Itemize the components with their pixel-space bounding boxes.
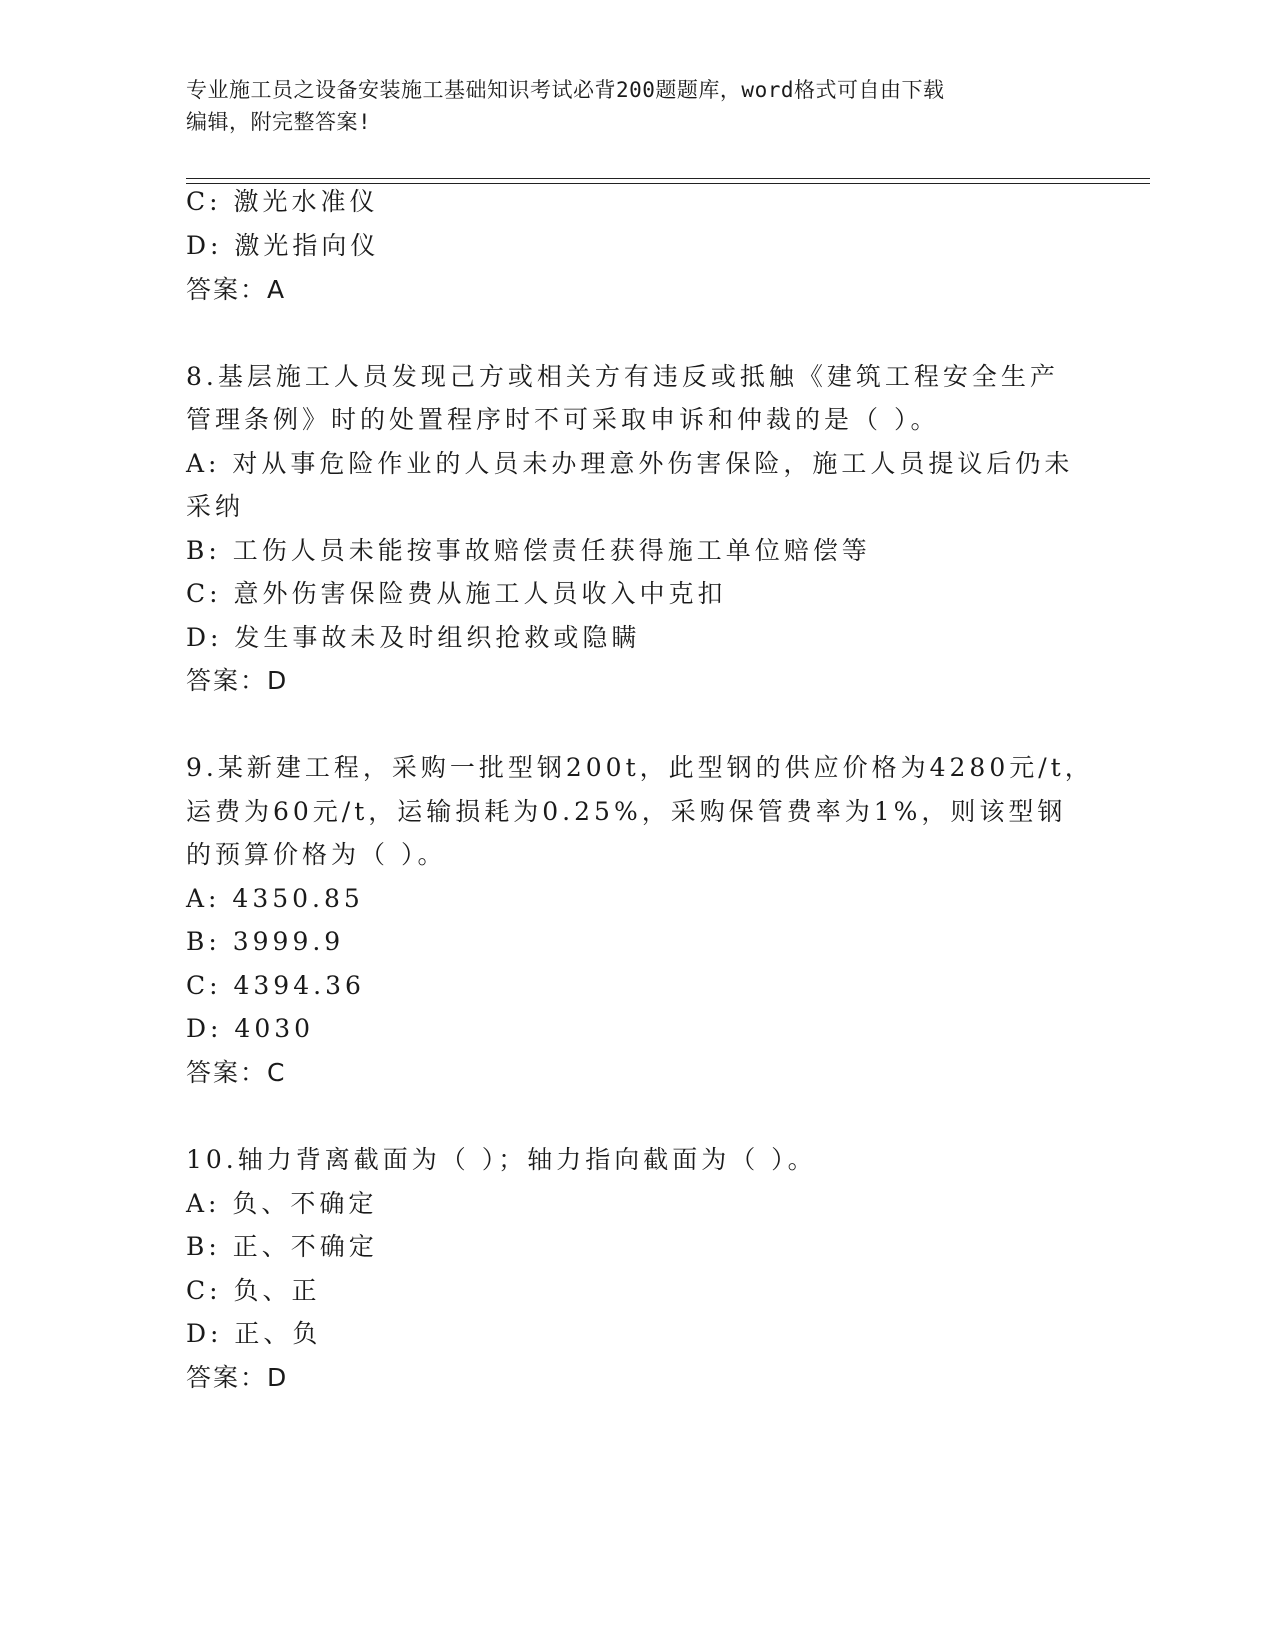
q8-stem-line-2: 管理条例》时的处置程序时不可采取申诉和仲裁的是（ ）。 <box>186 405 940 434</box>
q10-answer: 答案：D <box>186 1363 289 1392</box>
q10-option-b: B: 正、不确定 <box>186 1232 378 1261</box>
q8-answer: 答案：D <box>186 666 289 695</box>
q9-stem-line-2: 运费为60元/t，运输损耗为0.25%，采购保管费率为1%，则该型钢 <box>186 797 1067 826</box>
header-title-line-1: 专业施工员之设备安装施工基础知识考试必背200题题库，word格式可自由下载 <box>186 78 945 102</box>
q10-option-c: C: 负、正 <box>186 1276 321 1305</box>
q9-stem-line-1: 9.某新建工程，采购一批型钢200t，此型钢的供应价格为4280元/t， <box>186 753 1094 782</box>
q8-option-a-line-1: A: 对从事危险作业的人员未办理意外伤害保险，施工人员提议后仍未 <box>186 449 1074 478</box>
q9-option-a: A: 4350.85 <box>186 884 364 913</box>
q8-stem-line-1: 8.基层施工人员发现己方或相关方有违反或抵触《建筑工程安全生产 <box>186 362 1059 391</box>
q10-stem: 10.轴力背离截面为（ ）；轴力指向截面为（ ）。 <box>186 1145 817 1174</box>
q8-option-d: D: 发生事故未及时组织抢救或隐瞒 <box>186 623 641 652</box>
q9-answer: 答案：C <box>186 1058 287 1087</box>
q10-option-d: D: 正、负 <box>186 1319 322 1348</box>
q7-answer: 答案：A <box>186 275 287 304</box>
q8-option-a-line-2: 采纳 <box>186 492 245 521</box>
q9-stem-line-3: 的预算价格为（ ）。 <box>186 840 447 869</box>
q7-option-d: D: 激光指向仪 <box>186 231 380 260</box>
q8-option-c: C: 意外伤害保险费从施工人员收入中克扣 <box>186 579 727 608</box>
q8-option-b: B: 工伤人员未能按事故赔偿责任获得施工单位赔偿等 <box>186 536 871 565</box>
document-header <box>186 74 1066 138</box>
q7-option-c: C: 激光水准仪 <box>186 187 379 216</box>
header-title-line-2: 编辑，附完整答案! <box>186 110 372 134</box>
header-divider-top <box>186 178 1150 179</box>
q9-option-b: B: 3999.9 <box>186 927 345 956</box>
q10-option-a: A: 负、不确定 <box>186 1189 378 1218</box>
q9-option-c: C: 4394.36 <box>186 971 365 1000</box>
q9-option-d: D: 4030 <box>186 1014 315 1043</box>
header-divider-bottom <box>186 183 1150 184</box>
